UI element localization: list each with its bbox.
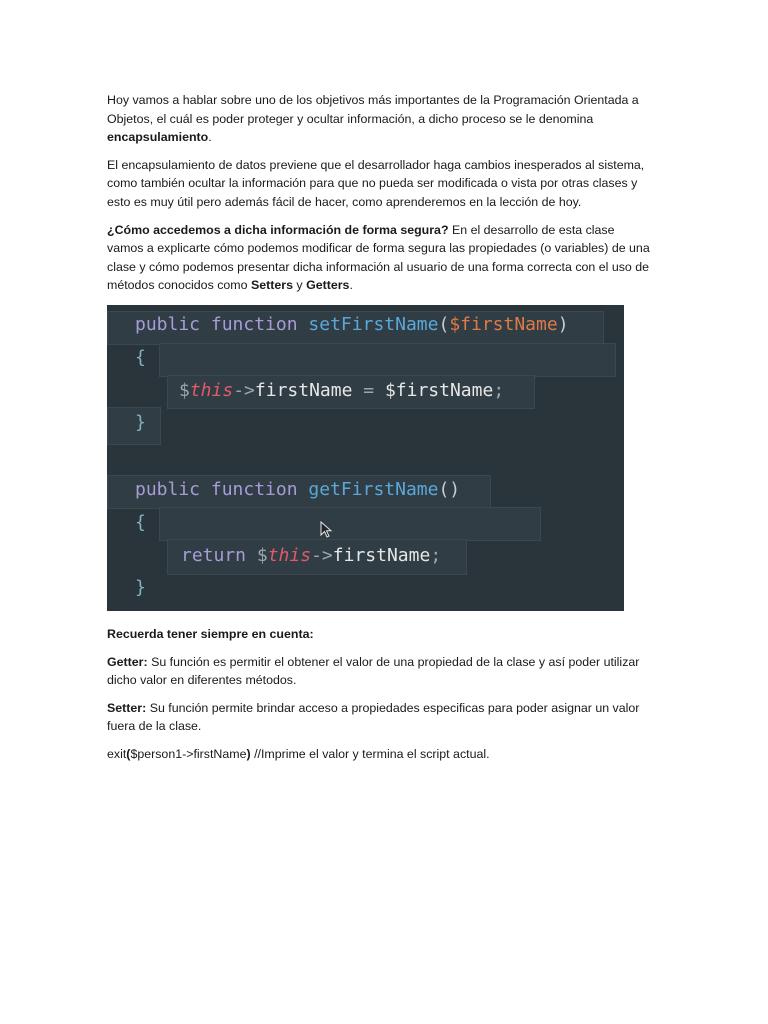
setter-definition: Setter: Su función permite brindar acceso a propiedades especificas para poder asignar un valor fuera de la clase. — [107, 700, 640, 734]
code-line-6: { — [135, 511, 146, 533]
code-line-5: public function getFirstName() — [135, 478, 461, 500]
access-paragraph: ¿Cómo accedemos a dicha información de forma segura? En el desarrollo de esta clase vamos a explicarte cómo podemos modificar de forma segura las propiedades (o variables) de una clase y cómo podemos presentar dicha información al usuario de una forma correcta con el uso de métodos conocidos como Setters y Getters. — [107, 222, 650, 293]
code-highlight — [159, 507, 541, 541]
code-line-7: return $this->firstName; — [181, 544, 442, 566]
code-highlight — [159, 343, 616, 377]
code-line-4: } — [135, 411, 146, 433]
reminder-heading: Recuerda tener siempre en cuenta: — [107, 626, 314, 641]
intro-paragraph: Hoy vamos a hablar sobre uno de los objetivos más importantes de la Programación Orientada a Objetos, el cuál es poder proteger y ocultar información, a dicho proceso se le denomina encapsulamiento. — [107, 93, 639, 145]
code-line-2: { — [135, 346, 146, 368]
getter-label: Getter: — [107, 654, 148, 669]
document-page — [107, 91, 652, 764]
question-heading: ¿Cómo accedemos a dicha información de forma segura? — [107, 222, 449, 237]
code-line-1: public function setFirstName($firstName) — [135, 313, 569, 335]
code-highlight — [107, 407, 161, 445]
getter-definition: Getter: Su función es permitir el obtener el valor de una propiedad de la clase y así poder utilizar dicho valor en diferentes métodos. — [107, 654, 640, 688]
code-line-3: $this->firstName = $firstName; — [179, 379, 505, 401]
mouse-cursor-icon — [320, 521, 334, 539]
code-line-8: } — [135, 576, 146, 598]
term-encapsulamiento: encapsulamiento — [107, 130, 209, 145]
code-screenshot — [107, 305, 624, 611]
setter-label: Setter: — [107, 700, 147, 715]
encapsulation-paragraph: El encapsulamiento de datos previene que el desarrollador haga cambios inesperados al sistema, como también ocultar la información para que no pueda ser modificada o vista por otras clases y esto es muy útil pero además fácil de hacer, como aprenderemos en la lección de hoy. — [107, 157, 645, 209]
exit-example: exit($person1->firstName) //Imprime el valor y termina el script actual. — [107, 746, 490, 761]
